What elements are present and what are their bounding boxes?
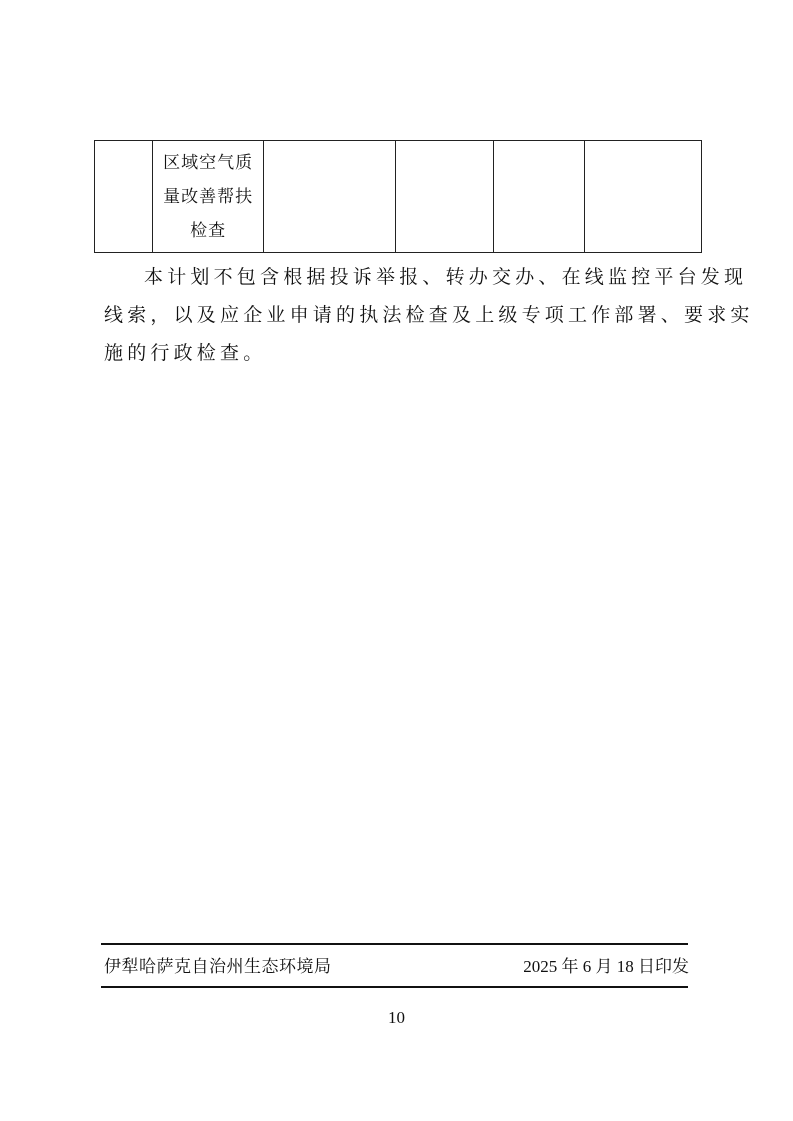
table-cell-empty [396, 141, 493, 253]
category-text [153, 146, 263, 248]
table-row [95, 141, 702, 253]
paragraph-line: 线索，以及应企业申请的执法检查及上级专项工作部署、要求实 [104, 304, 754, 326]
paragraph-line: 本计划不包含根据投诉举报、转办交办、在线监控平台发现 [144, 266, 748, 288]
category-line: 量改善帮扶 [163, 186, 254, 207]
paragraph-line: 施的行政检查。 [104, 342, 267, 364]
inspection-plan-table [94, 140, 702, 253]
issue-date: 2025 年 6 月 18 日印发 [523, 957, 689, 976]
plan-scope-paragraph [104, 258, 754, 372]
table-cell-index [95, 141, 153, 253]
table-cell-empty [493, 141, 584, 253]
table-cell-empty [264, 141, 396, 253]
page-number: 10 [388, 1008, 405, 1027]
issuer-name: 伊犁哈萨克自治州生态环境局 [104, 957, 332, 977]
category-line: 检查 [190, 220, 227, 241]
footer-bottom-rule [101, 986, 688, 988]
footer-top-rule [101, 943, 688, 945]
table-cell-empty [584, 141, 701, 253]
category-line: 区域空气质 [163, 152, 254, 173]
table-cell-category [153, 141, 264, 253]
